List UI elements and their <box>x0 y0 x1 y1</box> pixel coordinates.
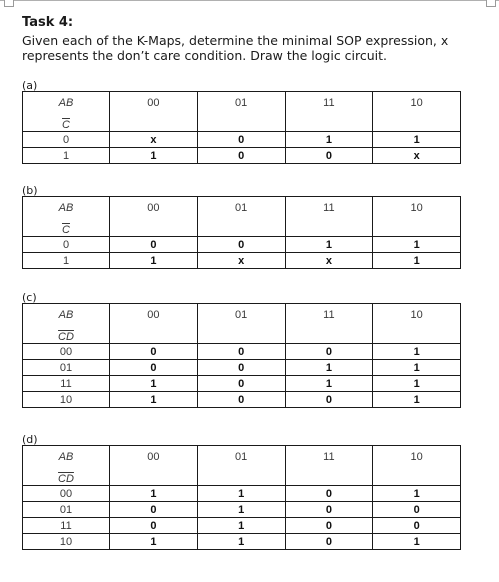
row-label: 0 <box>23 237 110 253</box>
page-corner-marker-left <box>4 0 14 7</box>
kmap-row <box>23 237 461 253</box>
kmap-cell: 1 <box>110 486 198 502</box>
kmap-cell: 1 <box>110 148 198 164</box>
column-header: 00 <box>110 92 198 132</box>
kmap-cell: 0 <box>285 148 373 164</box>
kmap-row <box>23 392 461 408</box>
kmap-b-table <box>22 196 461 269</box>
kmap-a-table <box>22 91 461 164</box>
kmap-cell: 0 <box>110 502 198 518</box>
kmap-cell: 1 <box>373 344 461 360</box>
page-top-border <box>0 0 499 1</box>
map-d-label: (d) <box>22 433 38 446</box>
page-corner-marker-right <box>486 0 496 7</box>
kmap-cell: 1 <box>110 253 198 269</box>
column-header: 10 <box>373 92 461 132</box>
kmap-row <box>23 518 461 534</box>
column-variable: $\overline{CD}$ <box>58 473 74 485</box>
variable-cell <box>23 304 110 344</box>
kmap-row <box>23 148 461 164</box>
map-b-label: (b) <box>22 184 38 197</box>
row-variable: AB <box>58 97 74 109</box>
row-label: 1 <box>23 148 110 164</box>
kmap-cell: 0 <box>110 518 198 534</box>
kmap-cell: 0 <box>110 344 198 360</box>
kmap-header-row <box>23 446 461 486</box>
task-description: Given each of the K-Maps, determine the minimal SOP expression, x represents the don’t care condition. Draw the logic circuit. <box>22 33 449 63</box>
column-header: 10 <box>373 446 461 486</box>
kmap-row <box>23 360 461 376</box>
kmap-cell: 1 <box>373 360 461 376</box>
kmap-cell: 1 <box>373 253 461 269</box>
column-header: 00 <box>110 446 198 486</box>
kmap-cell: 1 <box>373 237 461 253</box>
kmap-cell: 0 <box>197 148 285 164</box>
row-variable: AB <box>58 309 74 321</box>
column-header: 10 <box>373 304 461 344</box>
kmap-row <box>23 132 461 148</box>
kmap-cell: 0 <box>285 344 373 360</box>
kmap-cell: 1 <box>285 237 373 253</box>
row-variable: AB <box>58 451 74 463</box>
kmap-header-row <box>23 197 461 237</box>
kmap-cell: 0 <box>373 502 461 518</box>
row-variable: AB <box>58 202 74 214</box>
column-header: 11 <box>285 446 373 486</box>
kmap-cell: 0 <box>373 518 461 534</box>
column-header: 11 <box>285 304 373 344</box>
kmap-cell: x <box>373 148 461 164</box>
kmap-cell: 1 <box>285 376 373 392</box>
kmap-cell: 0 <box>285 534 373 550</box>
kmap-d-table <box>22 445 461 550</box>
row-label: 11 <box>23 518 110 534</box>
kmap-cell: 1 <box>373 376 461 392</box>
kmap-cell: 1 <box>373 392 461 408</box>
kmap-cell: 1 <box>373 486 461 502</box>
variable-cell <box>23 197 110 237</box>
kmap-cell: 1 <box>110 534 198 550</box>
kmap-cell: 1 <box>285 360 373 376</box>
row-label: 0 <box>23 132 110 148</box>
kmap-cell: 0 <box>197 132 285 148</box>
kmap-cell: 0 <box>197 344 285 360</box>
kmap-cell: 1 <box>285 132 373 148</box>
variable-cell <box>23 92 110 132</box>
kmap-cell: 0 <box>285 392 373 408</box>
kmap-cell: 1 <box>373 534 461 550</box>
kmap-cell: 1 <box>110 376 198 392</box>
row-label: 10 <box>23 392 110 408</box>
kmap-cell: 0 <box>197 237 285 253</box>
column-header: 01 <box>197 304 285 344</box>
kmap-cell: x <box>197 253 285 269</box>
kmap-row <box>23 486 461 502</box>
column-header: 01 <box>197 197 285 237</box>
column-header: 01 <box>197 92 285 132</box>
kmap-c-table <box>22 303 461 408</box>
kmap-cell: 1 <box>197 518 285 534</box>
row-label: 00 <box>23 486 110 502</box>
kmap-row <box>23 534 461 550</box>
column-header: 00 <box>110 304 198 344</box>
kmap-cell: 1 <box>197 502 285 518</box>
column-header: 11 <box>285 92 373 132</box>
kmap-cell: 1 <box>373 132 461 148</box>
column-variable: $\overline{C}$ <box>62 224 70 236</box>
column-header: 11 <box>285 197 373 237</box>
task-title: Task 4: <box>22 15 74 30</box>
row-label: 1 <box>23 253 110 269</box>
kmap-row <box>23 253 461 269</box>
kmap-cell: 1 <box>197 486 285 502</box>
column-variable: $\overline{C}$ <box>62 119 70 131</box>
kmap-cell: 0 <box>110 360 198 376</box>
row-label: 01 <box>23 502 110 518</box>
kmap-header-row <box>23 92 461 132</box>
kmap-row <box>23 502 461 518</box>
column-variable: $\overline{CD}$ <box>58 331 74 343</box>
column-header: 10 <box>373 197 461 237</box>
row-label: 00 <box>23 344 110 360</box>
row-label: 10 <box>23 534 110 550</box>
kmap-header-row <box>23 304 461 344</box>
row-label: 11 <box>23 376 110 392</box>
kmap-cell: 0 <box>197 360 285 376</box>
row-label: 01 <box>23 360 110 376</box>
kmap-row <box>23 376 461 392</box>
variable-cell <box>23 446 110 486</box>
kmap-cell: 0 <box>197 376 285 392</box>
kmap-cell: 0 <box>110 237 198 253</box>
kmap-cell: 0 <box>285 486 373 502</box>
column-header: 01 <box>197 446 285 486</box>
kmap-cell: x <box>110 132 198 148</box>
kmap-cell: 0 <box>197 392 285 408</box>
map-c-label: (c) <box>22 291 37 304</box>
kmap-cell: 0 <box>285 502 373 518</box>
map-a-label: (a) <box>22 79 38 92</box>
column-header: 00 <box>110 197 198 237</box>
kmap-cell: 1 <box>110 392 198 408</box>
kmap-cell: 0 <box>285 518 373 534</box>
kmap-cell: 1 <box>197 534 285 550</box>
kmap-cell: x <box>285 253 373 269</box>
kmap-row <box>23 344 461 360</box>
